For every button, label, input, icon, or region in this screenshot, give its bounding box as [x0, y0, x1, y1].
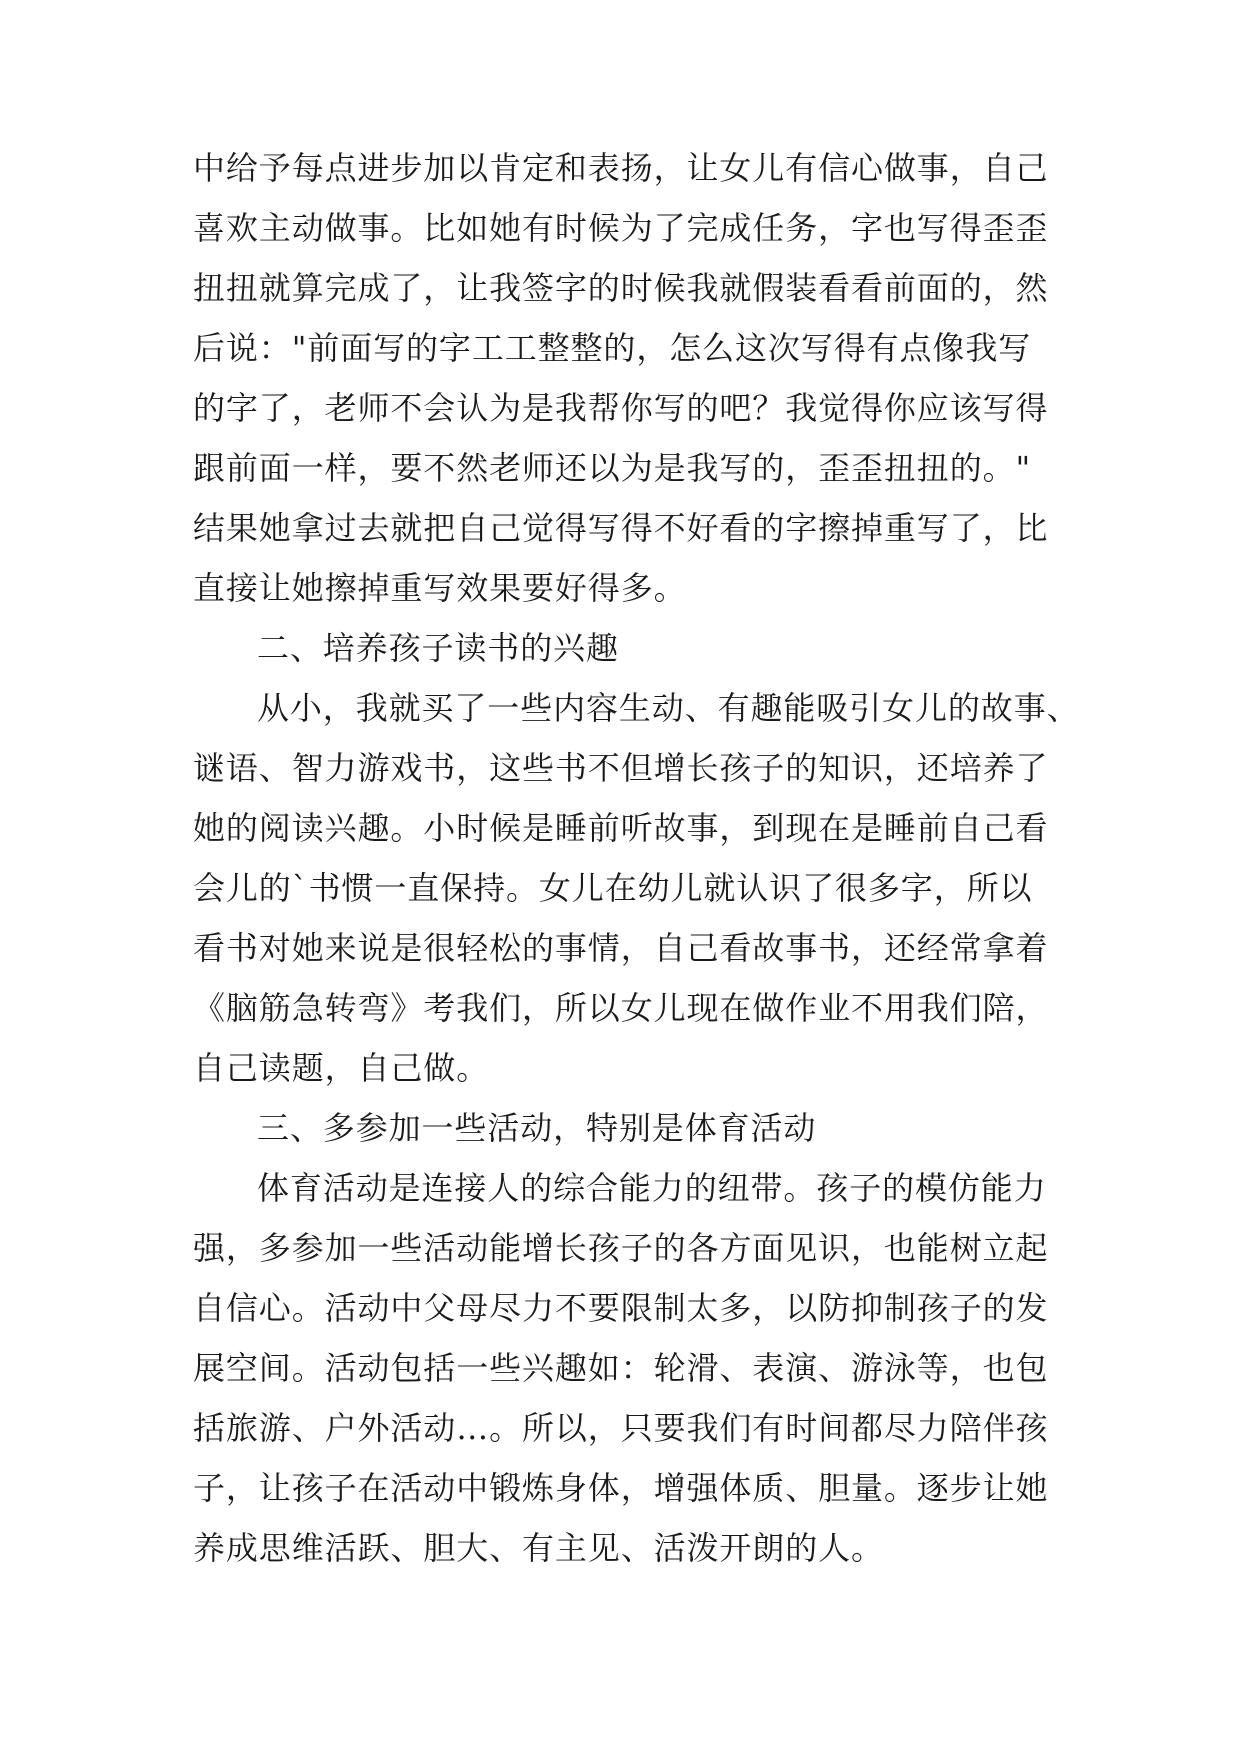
- paragraph-line: 强，多参加一些活动能增长孩子的各方面见识，也能树立起: [193, 1229, 1049, 1267]
- paragraph-line: 结果她拿过去就把自己觉得写得不好看的字擦掉重写了，比: [193, 509, 1049, 547]
- paragraph-line: 从小，我就买了一些内容生动、有趣能吸引女儿的故事、: [257, 689, 1080, 727]
- paragraph-line: 自己读题，自己做。: [193, 1049, 490, 1087]
- paragraph-line: 跟前面一样，要不然老师还以为是我写的，歪歪扭扭的。": [193, 449, 1032, 487]
- paragraph-line: 后说："前面写的字工工整整的，怎么这次写得有点像我写: [193, 329, 1032, 367]
- paragraph-line: 《脑筋急转弯》考我们，所以女儿现在做作业不用我们陪，: [193, 989, 1049, 1027]
- paragraph-line: 自信心。活动中父母尽力不要限制太多，以防抑制孩子的发: [193, 1289, 1049, 1327]
- paragraph-line: 中给予每点进步加以肯定和表扬，让女儿有信心做事，自己: [193, 149, 1049, 187]
- paragraph-line: 谜语、智力游戏书，这些书不但增长孩子的知识，还培养了: [193, 749, 1049, 787]
- paragraph-line: 扭扭就算完成了，让我签字的时候我就假装看看前面的，然: [193, 269, 1049, 307]
- paragraph-line: 会儿的`书惯一直保持。女儿在幼儿就认识了很多字，所以: [193, 869, 1033, 907]
- paragraph-line: 括旅游、户外活动…。所以，只要我们有时间都尽力陪伴孩: [193, 1409, 1049, 1447]
- section-heading: 三、多参加一些活动，特别是体育活动: [257, 1109, 817, 1147]
- paragraph-line: 展空间。活动包括一些兴趣如：轮滑、表演、游泳等，也包: [193, 1349, 1049, 1387]
- paragraph-line: 她的阅读兴趣。小时候是睡前听故事，到现在是睡前自己看: [193, 809, 1049, 847]
- paragraph-line: 的字了，老师不会认为是我帮你写的吧？我觉得你应该写得: [193, 389, 1049, 427]
- paragraph-line: 体育活动是连接人的综合能力的纽带。孩子的模仿能力: [257, 1169, 1047, 1207]
- paragraph-line: 养成思维活跃、胆大、有主见、活泼开朗的人。: [193, 1529, 884, 1567]
- section-heading: 二、培养孩子读书的兴趣: [257, 629, 619, 667]
- paragraph-line: 看书对她来说是很轻松的事情，自己看故事书，还经常拿着: [193, 929, 1049, 967]
- paragraph-line: 喜欢主动做事。比如她有时候为了完成任务，字也写得歪歪: [193, 209, 1049, 247]
- paragraph-line: 直接让她擦掉重写效果要好得多。: [193, 569, 687, 607]
- paragraph-line: 子，让孩子在活动中锻炼身体，增强体质、胆量。逐步让她: [193, 1469, 1049, 1507]
